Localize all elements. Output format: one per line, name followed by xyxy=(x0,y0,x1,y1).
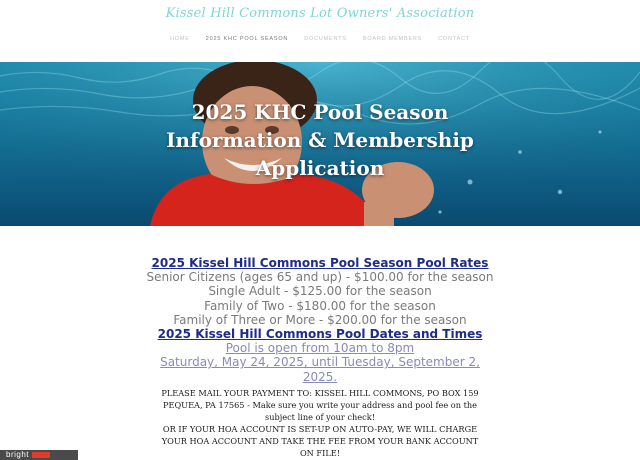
pool-hours: Pool is open from 10am to 8pm xyxy=(225,341,415,356)
payment-note-line-3: subject line of your check! xyxy=(265,412,375,423)
site-header xyxy=(0,0,640,62)
nav-item-board-members[interactable]: BOARD MEMBERS xyxy=(362,36,423,42)
autopay-note-line-3: ON FILE! xyxy=(299,448,341,459)
pool-dates-heading: 2025 Kissel Hill Commons Pool Dates and Times xyxy=(157,327,483,342)
badge-text: bright xyxy=(6,450,30,459)
rate-family-two: Family of Two - $180.00 for the season xyxy=(204,298,436,313)
rate-family-three-plus: Family of Three or More - $200.00 for the season xyxy=(173,312,467,327)
bright-mls-badge xyxy=(0,450,78,460)
rate-senior: Senior Citizens (ages 65 and up) - $100.00 for the season xyxy=(146,270,494,284)
badge-logo-mark-icon xyxy=(32,452,50,458)
main-nav xyxy=(0,36,640,42)
autopay-note-line-2: YOUR HOA ACCOUNT AND TAKE THE FEE FROM YOUR BANK ACCOUNT xyxy=(161,436,479,447)
nav-item-home[interactable]: HOME xyxy=(170,36,190,42)
hero-title-line-3: Application xyxy=(255,156,385,180)
hero-title xyxy=(120,98,520,182)
rate-single-adult: Single Adult - $125.00 for the season xyxy=(208,284,432,299)
season-dates-line-2: 2025. xyxy=(302,369,338,384)
payment-note-line-1: PLEASE MAIL YOUR PAYMENT TO: KISSEL HILL COMMONS, PO BOX 159 xyxy=(161,388,479,399)
hero-title-line-2: Information & Membership xyxy=(166,128,474,152)
nav-item-pool-season[interactable]: 2025 KHC POOL SEASON xyxy=(205,36,289,42)
autopay-note-line-1: OR IF YOUR HOA ACCOUNT IS SET-UP ON AUTO-PAY, WE WILL CHARGE xyxy=(162,424,478,435)
main-content xyxy=(0,256,640,459)
pool-rates-heading: 2025 Kissel Hill Commons Pool Season Pool Rates xyxy=(151,256,489,270)
nav-item-contact[interactable]: CONTACT xyxy=(438,36,470,42)
hero-banner xyxy=(0,62,640,226)
nav-item-documents[interactable]: DOCUMENTS xyxy=(304,36,347,42)
payment-note-line-2: PEQUEA, PA 17565 - Make sure you write your address and pool fee on the xyxy=(162,400,478,411)
season-dates-line-1: Saturday, May 24, 2025, until Tuesday, September 2, xyxy=(160,355,480,370)
hero-title-line-1: 2025 KHC Pool Season xyxy=(191,100,449,124)
site-title[interactable]: Kissel Hill Commons Lot Owners' Association xyxy=(165,6,475,21)
